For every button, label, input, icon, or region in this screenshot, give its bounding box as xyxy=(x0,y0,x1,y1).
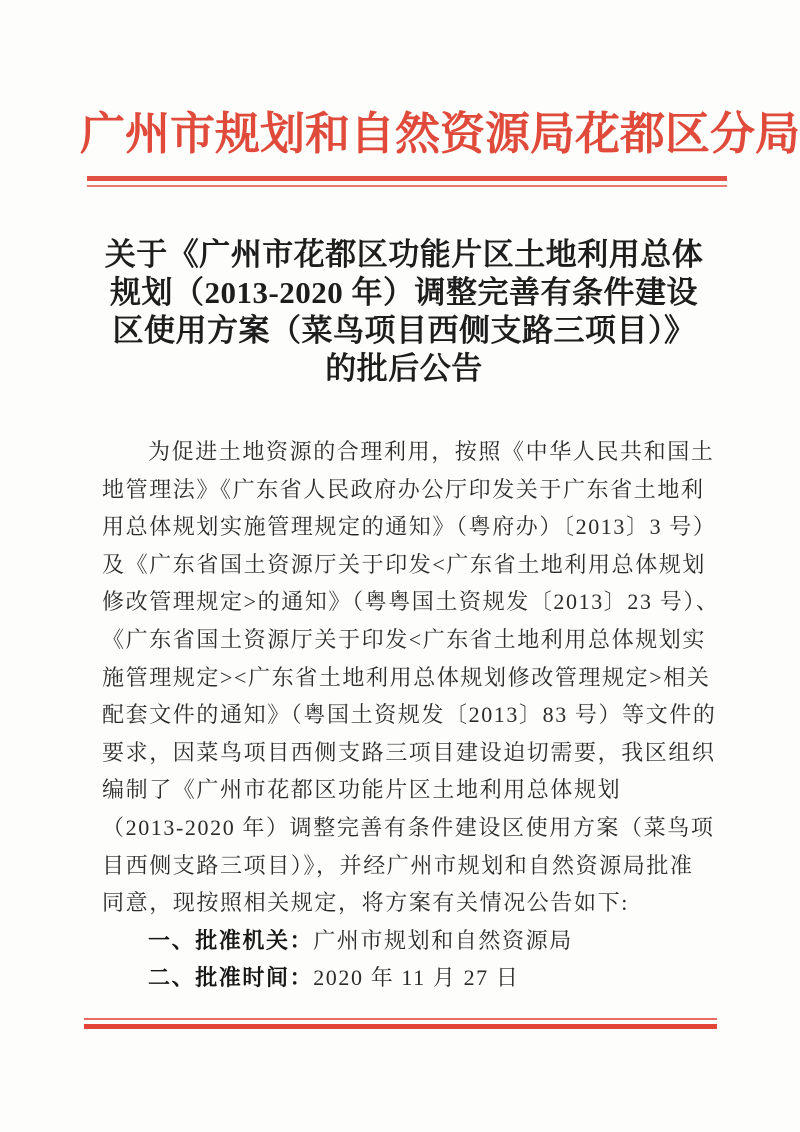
document-title xyxy=(80,236,728,388)
title-line-3: 区使用方案（菜鸟项目西侧支路三项目）》 xyxy=(112,313,696,348)
agency-letterhead-title: 广州市规划和自然资源局花都区分局 xyxy=(80,109,800,159)
body-line: 编制了《广州市花都区功能片区土地利用总体规划 xyxy=(102,777,622,803)
body-line: 要求，因菜鸟项目西侧支路三项目建设迫切需要，我区组织 xyxy=(102,739,716,765)
approval-date-label: 二、批准时间： xyxy=(148,965,314,991)
body-line: 配套文件的通知》（粤国土资规发〔2013〕83 号）等文件的 xyxy=(102,702,717,728)
approval-date-value: 2020 年 11 月 27 日 xyxy=(313,965,520,991)
footer-rule-thin-line xyxy=(84,1018,717,1020)
title-line-1: 关于《广州市花都区功能片区土地利用总体 xyxy=(104,237,704,272)
body-line: 用总体规划实施管理规定的通知》（粤府办）〔2013〕3 号） xyxy=(102,514,717,540)
document-body xyxy=(102,433,720,997)
approval-authority-line xyxy=(102,922,706,960)
body-line: 修改管理规定>的通知》（粤粤国土资规发〔2013〕23 号）、 xyxy=(102,589,720,615)
body-line: 《广东省国土资源厅关于印发<广东省土地利用总体规划实 xyxy=(102,626,707,652)
footer-double-rule xyxy=(84,1018,717,1029)
approval-date-line xyxy=(102,959,706,997)
approval-authority-label: 一、批准机关： xyxy=(148,927,314,953)
body-line: 目西侧支路三项目）》，并经广州市规划和自然资源局批准 xyxy=(102,852,694,878)
header-double-rule xyxy=(87,176,727,187)
body-line: 为促进土地资源的合理利用，按照《中华人民共和国土 xyxy=(148,439,715,464)
header-rule-thick-line xyxy=(87,176,727,181)
body-line: 地管理法》《广东省人民政府办公厅印发关于广东省土地利 xyxy=(102,476,705,502)
body-line: （2013-2020 年）调整完善有条件建设区使用方案（菜鸟项 xyxy=(102,814,715,840)
body-line: 施管理规定><广东省土地利用总体规划修改管理规定>相关 xyxy=(102,664,711,690)
title-line-4: 的批后公告 xyxy=(325,351,483,386)
footer-rule-thick-line xyxy=(84,1024,717,1029)
body-line: 及《广东省国土资源厅关于印发<广东省土地利用总体规划 xyxy=(102,551,707,577)
body-line: 同意，现按照相关规定，将方案有关情况公告如下: xyxy=(102,890,629,916)
title-line-2: 规划（2013-2020 年）调整完善有条件建设 xyxy=(109,275,699,310)
header-rule-thin-line xyxy=(87,185,727,187)
approval-authority-value: 广州市规划和自然资源局 xyxy=(313,927,573,953)
